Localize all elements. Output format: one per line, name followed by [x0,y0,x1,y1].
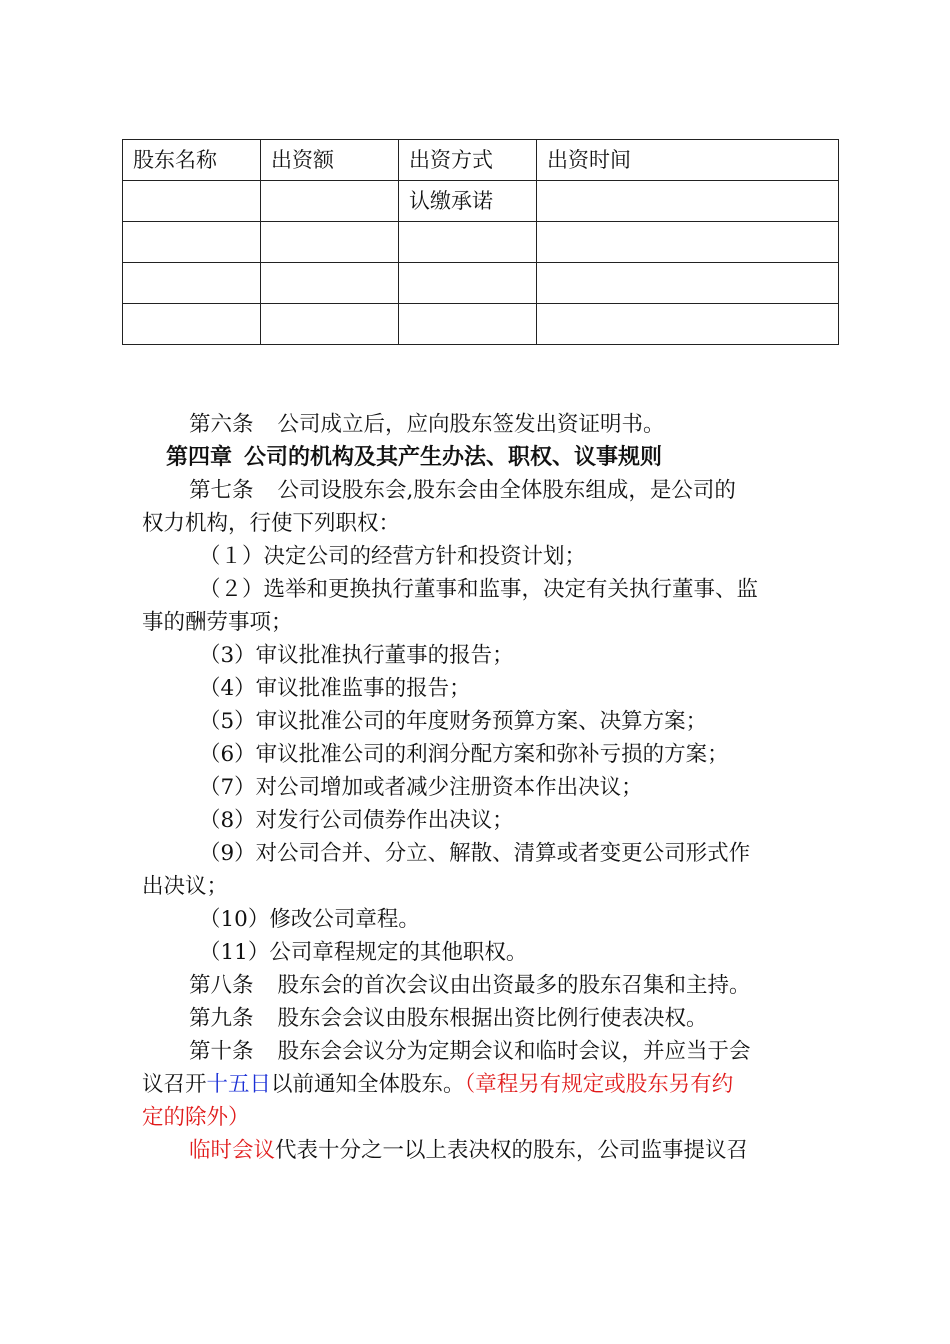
list-item-continuation: 事的酬劳事项； [142,610,293,635]
article-7-continuation: 权力机构，行使下列职权： [142,511,401,536]
list-item-continuation: 出决议； [142,874,229,899]
table-cell [537,181,839,222]
article-label: 第九条 [189,1006,254,1031]
table-cell [123,263,261,304]
header-contribution-method: 出资方式 [399,140,537,181]
table-cell [123,222,261,263]
table-cell [123,304,261,345]
article-text: 以前通知全体股东。 [271,1072,465,1097]
list-item: （3）审议批准执行董事的报告； [199,643,514,668]
table-cell [537,263,839,304]
table-cell [261,263,399,304]
chapter-heading [142,441,814,474]
table-cell [537,222,839,263]
article-label: 第十条 [189,1039,254,1064]
list-item: （4）审议批准监事的报告； [199,676,471,701]
paragraph-text: 代表十分之一以上表决权的股东，公司监事提议召 [275,1138,749,1163]
table-row [123,222,839,263]
exception-note-continuation: 定的除外） [142,1105,250,1130]
article-10 [142,1035,814,1068]
article-text: 股东会会议由股东根据出资比例行使表决权。 [277,1006,708,1031]
list-item: （11）公司章程规定的其他职权。 [199,940,528,965]
list-item: （２）选举和更换执行董事和监事，决定有关执行董事、监 [199,577,759,602]
article-label: 第八条 [189,973,254,998]
notice-days-highlight: 十五日 [206,1072,272,1097]
list-item: （7）对公司增加或者减少注册资本作出决议； [199,775,643,800]
article-text: 股东会的首次会议由出资最多的股东召集和主持。 [277,973,751,998]
article-8 [142,969,814,1002]
document-body [142,408,814,1167]
table-cell [537,304,839,345]
table-row [123,304,839,345]
article-text: 公司成立后，应向股东签发出资证明书。 [277,412,665,437]
table-row [123,181,839,222]
article-9 [142,1002,814,1035]
table-cell [123,181,261,222]
article-text: 公司设股东会,股东会由全体股东组成，是公司的 [277,478,736,503]
article-10-continuation [142,1068,814,1101]
temporary-meeting-term: 临时会议 [189,1138,276,1163]
table-cell [399,222,537,263]
article-label: 第六条 [189,412,254,437]
table-cell [399,263,537,304]
shareholder-contribution-table [122,139,839,345]
article-text: 议召开 [142,1072,207,1097]
article-label: 第七条 [189,478,254,503]
temporary-meeting-paragraph [142,1134,814,1167]
article-text: 股东会会议分为定期会议和临时会议，并应当于会 [277,1039,751,1064]
list-item: （10）修改公司章程。 [199,907,420,932]
exception-note: （章程另有规定或股东另有约 [464,1072,734,1097]
table-header-row [123,140,839,181]
article-6 [142,408,814,441]
table-cell [261,222,399,263]
article-7 [142,474,814,507]
header-contribution-amount: 出资额 [261,140,399,181]
table-cell [261,181,399,222]
list-item: （5）审议批准公司的年度财务预算方案、决算方案； [199,709,708,734]
chapter-label: 第四章 [166,444,233,470]
table-row [123,263,839,304]
table-cell [399,304,537,345]
list-item: （１）决定公司的经营方针和投资计划； [199,544,587,569]
table-cell: 认缴承诺 [399,181,537,222]
header-contribution-time: 出资时间 [537,140,839,181]
list-item: （6）审议批准公司的利润分配方案和弥补亏损的方案； [199,742,729,767]
list-item: （8）对发行公司债券作出决议； [199,808,514,833]
list-item: （9）对公司合并、分立、解散、清算或者变更公司形式作 [199,841,751,866]
table-cell [261,304,399,345]
header-shareholder-name: 股东名称 [123,140,261,181]
chapter-title: 公司的机构及其产生办法、职权、议事规则 [244,444,663,470]
